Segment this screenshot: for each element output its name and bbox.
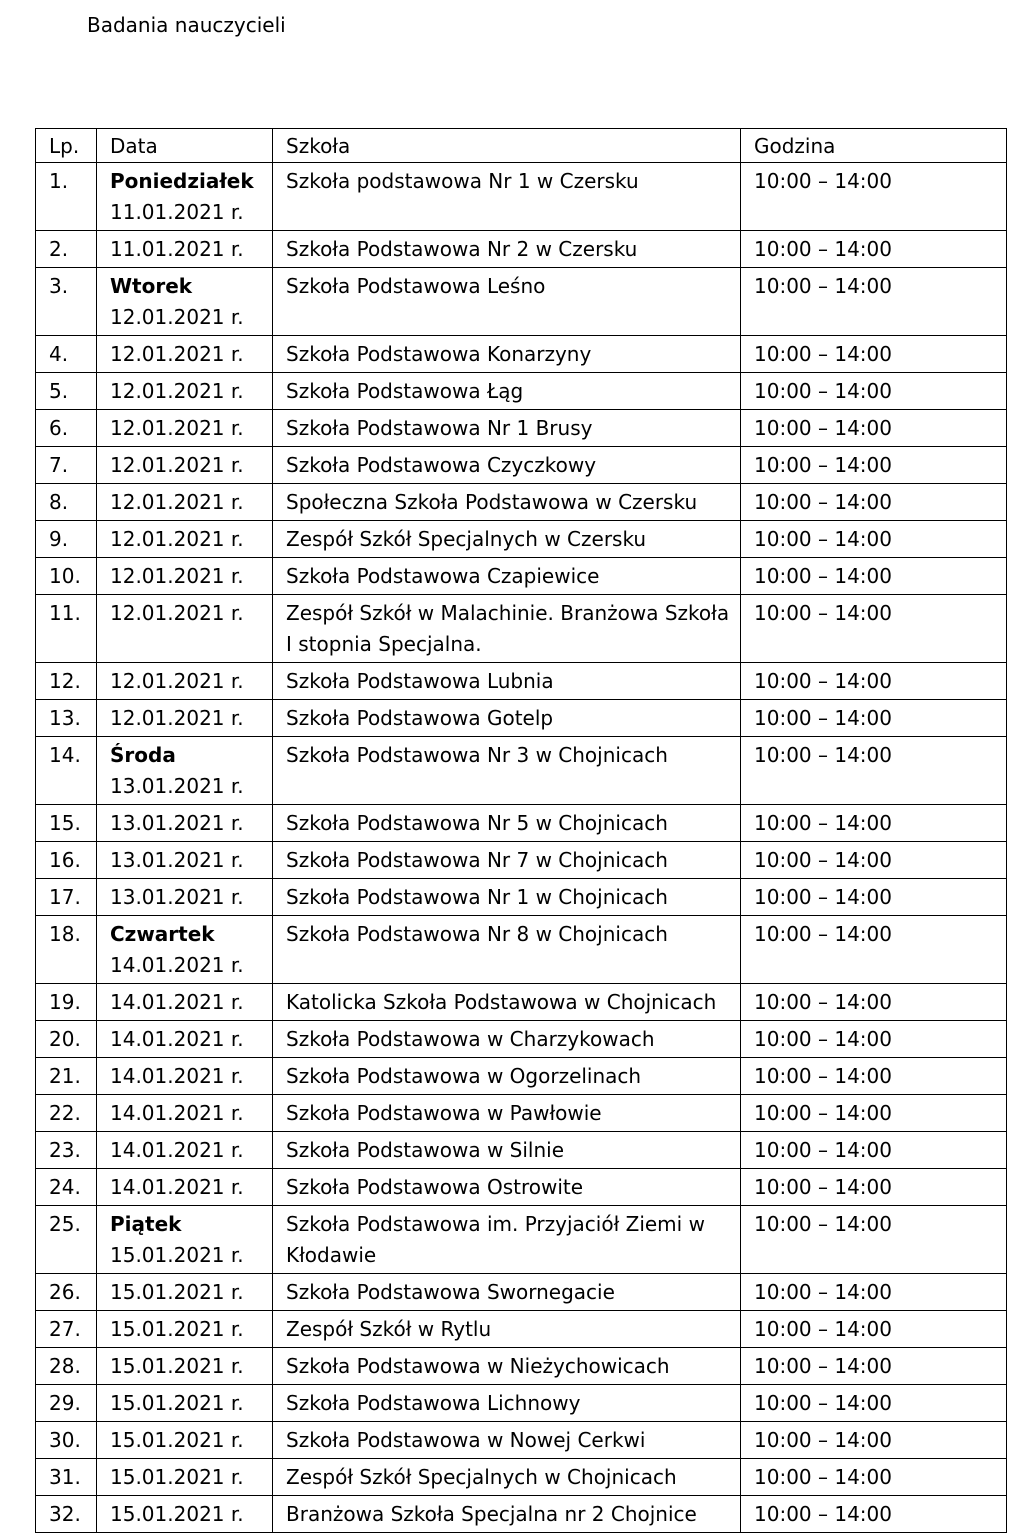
row-time: 10:00 – 14:00: [741, 163, 1007, 231]
table-row: [36, 373, 1007, 410]
row-date-cell: [97, 1385, 273, 1422]
row-number: 11.: [36, 595, 97, 663]
row-number: 1.: [36, 163, 97, 231]
table-row: [36, 1095, 1007, 1132]
row-time: 10:00 – 14:00: [741, 447, 1007, 484]
row-time: 10:00 – 14:00: [741, 484, 1007, 521]
row-number: 27.: [36, 1311, 97, 1348]
row-date-cell: [97, 163, 273, 231]
row-number: 30.: [36, 1422, 97, 1459]
row-school: Szkoła Podstawowa Nr 8 w Chojnicach: [273, 916, 741, 984]
row-date: 14.01.2021 r.: [110, 1138, 244, 1162]
row-number: 21.: [36, 1058, 97, 1095]
row-school: Szkoła Podstawowa Lichnowy: [273, 1385, 741, 1422]
row-date-cell: [97, 1021, 273, 1058]
row-date-cell: [97, 1274, 273, 1311]
row-date: 15.01.2021 r.: [110, 1243, 244, 1267]
row-number: 4.: [36, 336, 97, 373]
row-date-cell: [97, 700, 273, 737]
row-date-cell: [97, 663, 273, 700]
row-date: 12.01.2021 r.: [110, 379, 244, 403]
table-row: [36, 595, 1007, 663]
row-date: 15.01.2021 r.: [110, 1354, 244, 1378]
row-time: 10:00 – 14:00: [741, 1274, 1007, 1311]
row-date: 11.01.2021 r.: [110, 200, 244, 224]
row-date-cell: [97, 484, 273, 521]
row-school: Szkoła Podstawowa Lubnia: [273, 663, 741, 700]
row-date-cell: [97, 1095, 273, 1132]
table-row: [36, 1169, 1007, 1206]
row-date-cell: [97, 558, 273, 595]
table-row: [36, 1496, 1007, 1533]
row-number: 15.: [36, 805, 97, 842]
row-date: 13.01.2021 r.: [110, 848, 244, 872]
row-school: Szkoła Podstawowa Gotelp: [273, 700, 741, 737]
table-row: [36, 163, 1007, 231]
schedule-table-body: [36, 129, 1007, 1533]
row-number: 26.: [36, 1274, 97, 1311]
row-date: 14.01.2021 r.: [110, 953, 244, 977]
row-number: 10.: [36, 558, 97, 595]
table-row: [36, 737, 1007, 805]
row-time: 10:00 – 14:00: [741, 558, 1007, 595]
row-school: Szkoła Podstawowa Swornegacie: [273, 1274, 741, 1311]
row-weekday: Czwartek: [110, 922, 215, 946]
row-time: 10:00 – 14:00: [741, 663, 1007, 700]
row-date: 15.01.2021 r.: [110, 1428, 244, 1452]
row-number: 13.: [36, 700, 97, 737]
row-number: 5.: [36, 373, 97, 410]
row-school: Katolicka Szkoła Podstawowa w Chojnicach: [273, 984, 741, 1021]
row-time: 10:00 – 14:00: [741, 1132, 1007, 1169]
row-time: 10:00 – 14:00: [741, 984, 1007, 1021]
row-date-cell: [97, 1496, 273, 1533]
row-school: Szkoła Podstawowa Nr 7 w Chojnicach: [273, 842, 741, 879]
row-date-cell: [97, 373, 273, 410]
row-time: 10:00 – 14:00: [741, 1311, 1007, 1348]
row-time: 10:00 – 14:00: [741, 805, 1007, 842]
row-date: 13.01.2021 r.: [110, 774, 244, 798]
row-date-cell: [97, 1206, 273, 1274]
row-time: 10:00 – 14:00: [741, 1348, 1007, 1385]
row-date: 14.01.2021 r.: [110, 1175, 244, 1199]
row-date-cell: [97, 521, 273, 558]
row-date: 12.01.2021 r.: [110, 564, 244, 588]
row-date-cell: [97, 231, 273, 268]
row-date: 15.01.2021 r.: [110, 1502, 244, 1526]
row-date-cell: [97, 447, 273, 484]
row-number: 8.: [36, 484, 97, 521]
row-date-cell: [97, 410, 273, 447]
table-row: [36, 879, 1007, 916]
row-school: Szkoła Podstawowa Nr 1 w Chojnicach: [273, 879, 741, 916]
row-school: Szkoła podstawowa Nr 1 w Czersku: [273, 163, 741, 231]
row-date-cell: [97, 737, 273, 805]
row-date: 14.01.2021 r.: [110, 1064, 244, 1088]
row-number: 12.: [36, 663, 97, 700]
row-time: 10:00 – 14:00: [741, 879, 1007, 916]
row-date-cell: [97, 1132, 273, 1169]
row-date: 12.01.2021 r.: [110, 706, 244, 730]
table-row: [36, 1311, 1007, 1348]
row-date-cell: [97, 984, 273, 1021]
row-school: Szkoła Podstawowa w Charzykowach: [273, 1021, 741, 1058]
row-date-cell: [97, 1422, 273, 1459]
table-row: [36, 521, 1007, 558]
table-row: [36, 1348, 1007, 1385]
row-school: Szkoła Podstawowa Nr 2 w Czersku: [273, 231, 741, 268]
row-school: Szkoła Podstawowa Łąg: [273, 373, 741, 410]
row-date: 14.01.2021 r.: [110, 1101, 244, 1125]
table-row: [36, 1058, 1007, 1095]
table-row: [36, 663, 1007, 700]
row-date-cell: [97, 1348, 273, 1385]
schedule-table: [35, 128, 1007, 1533]
table-row: [36, 484, 1007, 521]
row-date: 15.01.2021 r.: [110, 1465, 244, 1489]
row-time: 10:00 – 14:00: [741, 1496, 1007, 1533]
row-date: 12.01.2021 r.: [110, 490, 244, 514]
row-date-cell: [97, 1311, 273, 1348]
row-school: Szkoła Podstawowa Nr 5 w Chojnicach: [273, 805, 741, 842]
row-time: 10:00 – 14:00: [741, 336, 1007, 373]
row-school: Zespół Szkół Specjalnych w Chojnicach: [273, 1459, 741, 1496]
row-school: Szkoła Podstawowa Czapiewice: [273, 558, 741, 595]
row-date-cell: [97, 595, 273, 663]
row-number: 29.: [36, 1385, 97, 1422]
row-date: 12.01.2021 r.: [110, 601, 244, 625]
row-date-cell: [97, 805, 273, 842]
row-weekday: Wtorek: [110, 274, 193, 298]
row-time: 10:00 – 14:00: [741, 231, 1007, 268]
row-time: 10:00 – 14:00: [741, 842, 1007, 879]
row-date: 12.01.2021 r.: [110, 527, 244, 551]
row-school: Szkoła Podstawowa Nr 1 Brusy: [273, 410, 741, 447]
row-number: 14.: [36, 737, 97, 805]
row-number: 23.: [36, 1132, 97, 1169]
table-row: [36, 410, 1007, 447]
row-date: 15.01.2021 r.: [110, 1391, 244, 1415]
row-date: 14.01.2021 r.: [110, 1027, 244, 1051]
table-row: [36, 805, 1007, 842]
row-date: 12.01.2021 r.: [110, 342, 244, 366]
table-row: [36, 231, 1007, 268]
row-school: Szkoła Podstawowa Nr 3 w Chojnicach: [273, 737, 741, 805]
row-date: 12.01.2021 r.: [110, 416, 244, 440]
row-number: 2.: [36, 231, 97, 268]
row-school: Szkoła Podstawowa Czyczkowy: [273, 447, 741, 484]
row-date-cell: [97, 879, 273, 916]
row-number: 22.: [36, 1095, 97, 1132]
header-school: Szkoła: [273, 129, 741, 163]
table-row: [36, 447, 1007, 484]
document-title: Badania nauczycieli: [87, 13, 286, 37]
table-row: [36, 1274, 1007, 1311]
row-time: 10:00 – 14:00: [741, 1206, 1007, 1274]
row-number: 18.: [36, 916, 97, 984]
row-time: 10:00 – 14:00: [741, 268, 1007, 336]
header-date: Data: [97, 129, 273, 163]
row-school: Społeczna Szkoła Podstawowa w Czersku: [273, 484, 741, 521]
row-school: Szkoła Podstawowa im. Przyjaciół Ziemi w Kłodawie: [273, 1206, 741, 1274]
table-row: [36, 1422, 1007, 1459]
row-date: 13.01.2021 r.: [110, 811, 244, 835]
table-row: [36, 1385, 1007, 1422]
row-number: 16.: [36, 842, 97, 879]
row-school: Szkoła Podstawowa w Pawłowie: [273, 1095, 741, 1132]
table-row: [36, 984, 1007, 1021]
row-school: Zespół Szkół w Malachinie. Branżowa Szkoła I stopnia Specjalna.: [273, 595, 741, 663]
row-date: 15.01.2021 r.: [110, 1317, 244, 1341]
table-row: [36, 1132, 1007, 1169]
row-time: 10:00 – 14:00: [741, 1385, 1007, 1422]
row-time: 10:00 – 14:00: [741, 1021, 1007, 1058]
row-date: 13.01.2021 r.: [110, 885, 244, 909]
table-row: [36, 916, 1007, 984]
table-row: [36, 842, 1007, 879]
row-weekday: Piątek: [110, 1212, 182, 1236]
row-time: 10:00 – 14:00: [741, 700, 1007, 737]
row-number: 25.: [36, 1206, 97, 1274]
row-number: 3.: [36, 268, 97, 336]
row-school: Szkoła Podstawowa Konarzyny: [273, 336, 741, 373]
row-school: Zespół Szkół w Rytlu: [273, 1311, 741, 1348]
row-number: 28.: [36, 1348, 97, 1385]
row-date-cell: [97, 268, 273, 336]
table-header-row: [36, 129, 1007, 163]
table-row: [36, 558, 1007, 595]
row-number: 7.: [36, 447, 97, 484]
table-row: [36, 1021, 1007, 1058]
row-time: 10:00 – 14:00: [741, 1095, 1007, 1132]
row-school: Szkoła Podstawowa w Silnie: [273, 1132, 741, 1169]
table-row: [36, 336, 1007, 373]
row-number: 17.: [36, 879, 97, 916]
table-row: [36, 1459, 1007, 1496]
row-date-cell: [97, 842, 273, 879]
row-date-cell: [97, 336, 273, 373]
row-time: 10:00 – 14:00: [741, 595, 1007, 663]
row-school: Szkoła Podstawowa w Nieżychowicach: [273, 1348, 741, 1385]
row-time: 10:00 – 14:00: [741, 521, 1007, 558]
row-weekday: Środa: [110, 743, 176, 767]
row-number: 9.: [36, 521, 97, 558]
row-time: 10:00 – 14:00: [741, 373, 1007, 410]
row-time: 10:00 – 14:00: [741, 410, 1007, 447]
header-time: Godzina: [741, 129, 1007, 163]
row-date: 11.01.2021 r.: [110, 237, 244, 261]
row-date-cell: [97, 916, 273, 984]
row-date-cell: [97, 1169, 273, 1206]
row-date-cell: [97, 1459, 273, 1496]
row-school: Szkoła Podstawowa Leśno: [273, 268, 741, 336]
table-row: [36, 268, 1007, 336]
row-time: 10:00 – 14:00: [741, 916, 1007, 984]
row-school: Szkoła Podstawowa Ostrowite: [273, 1169, 741, 1206]
row-time: 10:00 – 14:00: [741, 1422, 1007, 1459]
row-time: 10:00 – 14:00: [741, 737, 1007, 805]
row-school: Branżowa Szkoła Specjalna nr 2 Chojnice: [273, 1496, 741, 1533]
row-number: 19.: [36, 984, 97, 1021]
row-date: 14.01.2021 r.: [110, 990, 244, 1014]
table-row: [36, 1206, 1007, 1274]
row-time: 10:00 – 14:00: [741, 1459, 1007, 1496]
row-date: 15.01.2021 r.: [110, 1280, 244, 1304]
table-row: [36, 700, 1007, 737]
row-number: 6.: [36, 410, 97, 447]
row-date: 12.01.2021 r.: [110, 305, 244, 329]
row-number: 32.: [36, 1496, 97, 1533]
row-school: Szkoła Podstawowa w Nowej Cerkwi: [273, 1422, 741, 1459]
row-date: 12.01.2021 r.: [110, 669, 244, 693]
row-school: Szkoła Podstawowa w Ogorzelinach: [273, 1058, 741, 1095]
header-lp: Lp.: [36, 129, 97, 163]
row-number: 31.: [36, 1459, 97, 1496]
row-number: 24.: [36, 1169, 97, 1206]
row-time: 10:00 – 14:00: [741, 1058, 1007, 1095]
row-time: 10:00 – 14:00: [741, 1169, 1007, 1206]
row-number: 20.: [36, 1021, 97, 1058]
row-school: Zespół Szkół Specjalnych w Czersku: [273, 521, 741, 558]
row-weekday: Poniedziałek: [110, 169, 254, 193]
row-date: 12.01.2021 r.: [110, 453, 244, 477]
row-date-cell: [97, 1058, 273, 1095]
